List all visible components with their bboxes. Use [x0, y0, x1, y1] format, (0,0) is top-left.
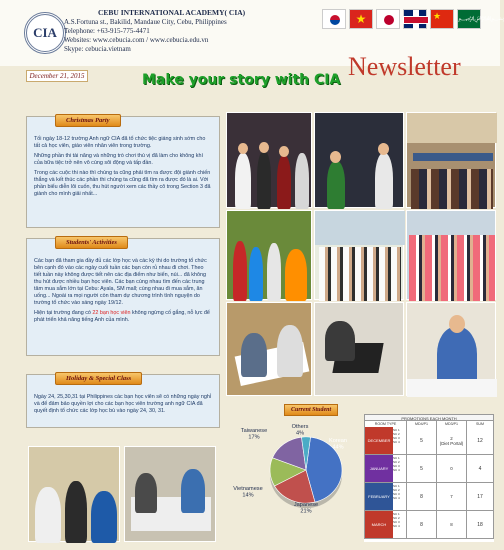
class-photo [314, 302, 404, 396]
academy-name: CEBU INTERNATIONAL ACADEMY( CIA) [98, 8, 246, 17]
activities-text: Hiện tại trường đang có [34, 310, 91, 316]
value-cell: 8 [407, 511, 437, 538]
promotions-table-title: PROMOTIONS EACH MONTH [364, 414, 494, 421]
current-student-tag: Current Student [284, 404, 338, 416]
christmas-party-tag: Christmas Party [55, 114, 121, 127]
vietnam-flag-icon[interactable]: ★ [349, 9, 373, 29]
language-flags [322, 9, 504, 29]
column-header: MD3/P1 [437, 421, 467, 427]
promotions-table-body [364, 427, 494, 539]
month-cell: FEBRUARY [365, 483, 393, 510]
academy-telephone: Telephone: +63-915-775-4471 [64, 27, 150, 35]
value-cell: 7 [437, 483, 467, 510]
room-type-cell: SC 1 SC 2 SC 3 SC 4 [393, 511, 407, 538]
activity-photo [406, 210, 496, 300]
newsletter-title: Newsletter [348, 52, 461, 81]
class-photo [226, 302, 312, 396]
pie-label-japanese: Japanese 21% [293, 502, 319, 515]
story-title: Make your story with CIA [142, 72, 341, 88]
student-nationality-pie-chart [234, 420, 364, 520]
promotions-table [364, 414, 494, 542]
academy-websites: Websites: www.cebucia.com / www.cebucia.edu.vn [64, 36, 209, 44]
activities-paragraph: Các bạn đã tham gia đầy đủ các lớp học và các kỳ thi do trường tổ chức bên cạnh đó vào các ngày cuối tuần các bạn còn rủ nhau đi chơi. Theo tiết tuần này không được tiết nên các địa điểm như biển, núi... đã không thu hút được nhiều bạn học viên. Các bạn cùng nhau tìm đến các trung tâm mua sắm lớn tại Cebu: Ayala, SM mall; cùng nhau đi mua sắm, ăn uống... Ngoài ra mọi người còn tham dự chương trình tình nguyện do trường tổ chức vào sáng ngày 19/12. [34, 258, 207, 306]
students-activities-section [26, 238, 220, 356]
value-cell: 5 [407, 427, 437, 454]
christmas-paragraph: Những phần thi tài năng và những trò chơi thú vị đã làm cho không khí của bữa tiệc trở nên vô cùng sôi động và tấp đần. [34, 153, 203, 166]
table-row [364, 483, 494, 511]
sum-cell: 17 [477, 493, 483, 500]
party-photo [314, 112, 404, 208]
special-class-photo [124, 446, 216, 542]
christmas-party-section [26, 116, 220, 228]
sum-cell: 18 [477, 521, 483, 528]
cia-logo [24, 12, 66, 54]
party-photo [226, 112, 312, 208]
christmas-paragraph: Trong các cuộc thi nào thì chúng ta cũng phải tìm ra được đội giành chiến thắng và kết thúc các phần thi chúng ta cũng đã tìm ra được đó là ai. Với phần biểu diễn lôi cuốn, thu hút người xem các thầy cô trong Section 3 đã giành cho mình giải nhất... [34, 170, 211, 197]
saudi-flag-icon[interactable]: ﷽ [457, 9, 481, 29]
holiday-tag: Holiday & Special Class [55, 372, 142, 385]
column-header: ROOM TYPE [365, 421, 407, 427]
china-flag-icon[interactable]: ★ [430, 9, 454, 29]
activities-paragraph [34, 310, 212, 324]
value-cell: 2 (Diet Portal) [437, 427, 467, 454]
table-row [364, 427, 494, 455]
month-cell: MARCH [365, 511, 393, 538]
pie-label-taiwanese: Taiwanese 17% [240, 428, 268, 441]
pie-chart-svg [234, 420, 364, 520]
room-type-cell: SC 1 SC 2 SC 3 SC 4 [393, 483, 407, 510]
pie-label-others: Others 4% [291, 424, 309, 437]
value-cell: 8 [437, 511, 467, 538]
value-cell: 0 [437, 455, 467, 482]
logo-text: CIA [33, 25, 57, 40]
uk-flag-icon[interactable] [403, 9, 427, 29]
academy-address: A.S.Fortuna st., Bakilid, Mandaue City, Cebu, Philippines [64, 18, 227, 26]
academy-info [64, 8, 245, 54]
student-count-highlight: 22 bạn học viên [92, 310, 131, 316]
special-class-photo [28, 446, 120, 542]
holiday-special-class-section [26, 374, 220, 428]
value-cell: 5 [407, 455, 437, 482]
column-header: MD4/P1 [407, 421, 437, 427]
pie-label-korean: Korean 44% [328, 438, 348, 451]
sum-cell: 4 [478, 465, 482, 472]
table-row [364, 455, 494, 483]
christmas-paragraph: Tối ngày 18-12 trường Anh ngữ CIA đã tổ chức tiệc giáng sinh sớm cho tất cả học viên, giáo viên nhân viên trong trường. [34, 136, 206, 149]
japan-flag-icon[interactable] [376, 9, 400, 29]
korea-flag-icon[interactable] [322, 9, 346, 29]
holiday-paragraph: Ngày 24, 25,30,31 tại Philippines các bạn học viên sẽ có những ngày nghỉ và để đảm bảo quyền lợi cho các bạn học viên trường anh ngữ CIA đã quyết định tổ chức các lớp học bù vào ngày 24, 30, 31. [34, 394, 212, 414]
issue-date: December 21, 2015 [26, 70, 88, 82]
month-cell: JANUARY [365, 455, 393, 482]
room-type-cell: SC 1 SC 2 SC 3 SC 4 [393, 455, 407, 482]
table-row [364, 511, 494, 539]
activity-photo [226, 210, 312, 300]
class-photo [406, 302, 496, 396]
students-activities-tag: Students' Activities [55, 236, 128, 249]
room-type-cell: SC 1 SC 2 SC 3 SC 4 [393, 427, 407, 454]
party-photo [406, 112, 496, 208]
column-header: SUM [476, 422, 484, 426]
academy-skype: Skype: cebucia.vietnam [64, 45, 131, 53]
value-cell: 8 [407, 483, 437, 510]
activities-text: không ngừng cố gắng, nỗ lực để phát triển khả năng tiếng Anh của mình. [34, 310, 210, 323]
sum-cell: 12 [477, 437, 483, 444]
month-cell: DECEMBER [365, 427, 393, 454]
activity-photo [314, 210, 404, 300]
pie-label-vietnamese: Vietnamese 14% [233, 486, 263, 499]
